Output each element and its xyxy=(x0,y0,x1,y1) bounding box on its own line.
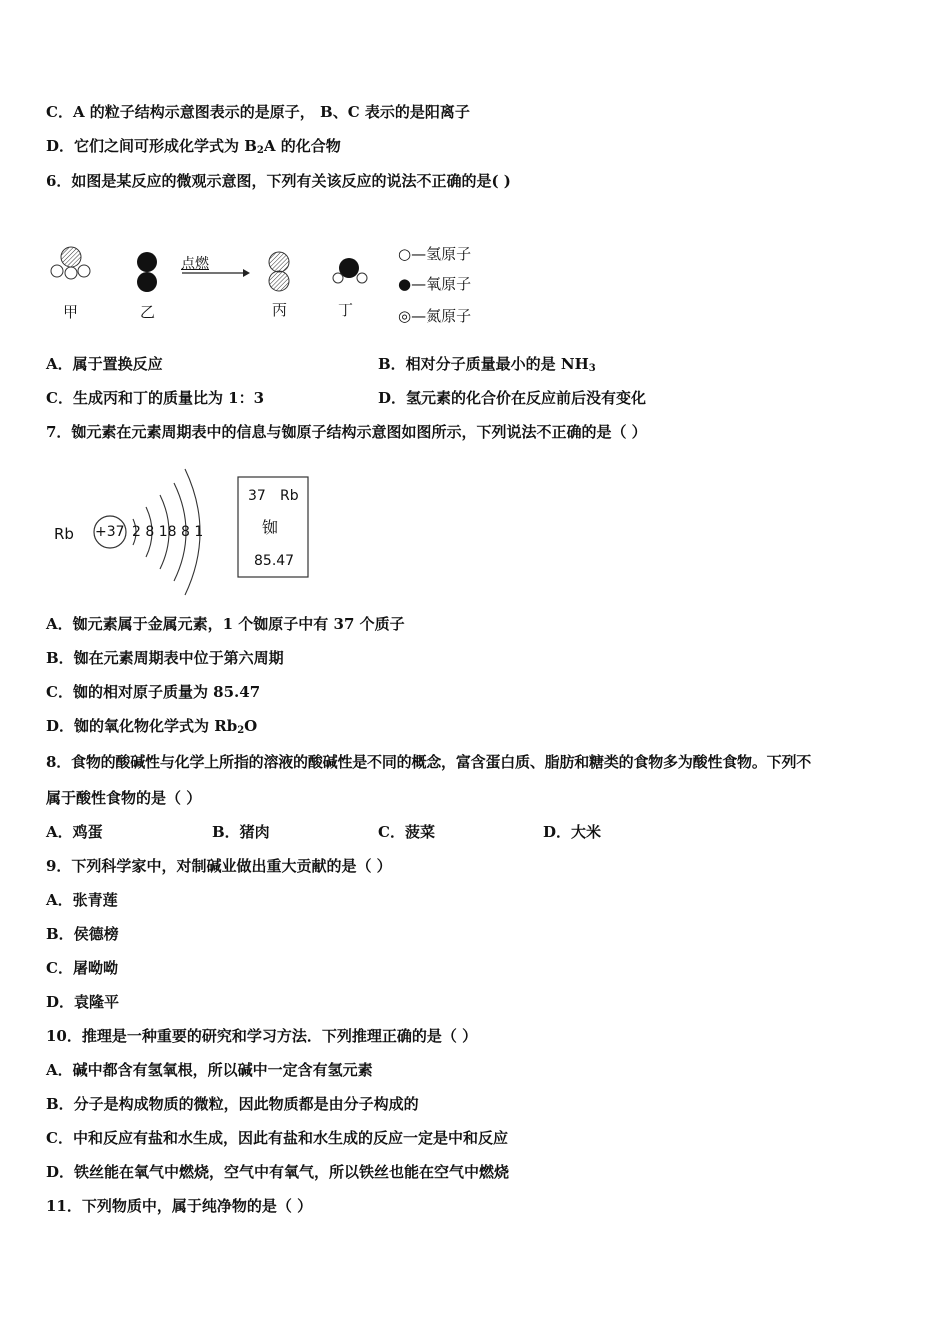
q10-option-b: B．分子是构成物质的微粒，因此物质都是由分子构成的 xyxy=(46,1095,419,1113)
shell-electrons: 2 8 18 8 1 xyxy=(132,524,204,540)
q6-stem: 6．如图是某反应的微观示意图，下列有关该反应的说法不正确的是( ) xyxy=(46,172,511,190)
q7-option-a: A．铷元素属于金属元素，1 个铷原子中有 37 个质子 xyxy=(46,615,405,633)
label-yi: 乙 xyxy=(140,303,156,321)
q6-option-b-subscript: 3 xyxy=(588,363,596,374)
q6-option-b-text: B．相对分子质量最小的是 NH xyxy=(378,355,589,373)
cell-element-name: 铷 xyxy=(262,518,279,537)
molecule-ding xyxy=(333,258,367,283)
legend-nitrogen: ◎—氮原子 xyxy=(398,307,472,325)
molecule-jia xyxy=(51,247,90,279)
q7-option-b: B．铷在元素周期表中位于第六周期 xyxy=(46,649,284,667)
q7-option-d-text: D．铷的氧化物化学式为 Rb xyxy=(46,717,238,735)
q8-option-c: C．菠菜 xyxy=(378,823,435,841)
q5-option-d xyxy=(46,136,341,161)
q7-option-d xyxy=(46,716,257,741)
q5-option-d-text-end: A 的化合物 xyxy=(263,137,341,155)
q10-stem: 10．推理是一种重要的研究和学习方法．下列推理正确的是（ ） xyxy=(46,1027,478,1045)
legend-oxygen: ●—氧原子 xyxy=(398,275,472,293)
atom-symbol: Rb xyxy=(54,525,74,543)
q9-option-b: B．侯德榜 xyxy=(46,925,119,943)
label-ding: 丁 xyxy=(338,301,354,319)
q7-option-d-subscript: 2 xyxy=(237,725,245,736)
cell-atomic-number: 37 xyxy=(248,488,266,504)
nucleus-charge: +37 xyxy=(95,524,125,540)
cell-symbol: Rb xyxy=(280,488,299,504)
q8-option-d: D．大米 xyxy=(543,823,602,841)
q8-option-b: B．猪肉 xyxy=(212,823,270,841)
q5-option-d-text: D．它们之间可形成化学式为 B xyxy=(46,137,257,155)
molecule-bing xyxy=(269,252,289,291)
q7-stem: 7．铷元素在元素周期表中的信息与铷原子结构示意图如图所示，下列说法不正确的是（ ） xyxy=(46,423,647,441)
q11-stem: 11．下列物质中，属于纯净物的是（ ） xyxy=(46,1197,313,1215)
legend-hydrogen: ○—氢原子 xyxy=(398,245,472,263)
q9-option-c: C．屠呦呦 xyxy=(46,959,118,977)
q9-option-a: A．张青莲 xyxy=(46,891,118,909)
q6-option-a: A．属于置换反应 xyxy=(46,355,163,373)
q6-option-c: C．生成丙和丁的质量比为 1：3 xyxy=(46,389,265,407)
cell-atomic-mass: 85.47 xyxy=(254,553,295,569)
arrow-label: 点燃 xyxy=(181,256,209,272)
q8-option-a: A．鸡蛋 xyxy=(46,823,103,841)
q8-stem-line1: 8．食物的酸碱性与化学上所指的溶液的酸碱性是不同的概念，富含蛋白质、脂肪和糖类的食物多为酸性食物。下列不 xyxy=(46,753,812,771)
molecule-yi xyxy=(137,252,157,292)
q7-option-d-text-end: O xyxy=(244,717,258,735)
q5-option-d-subscript: 2 xyxy=(256,145,264,156)
q10-option-a: A．碱中都含有氢氧根，所以碱中一定含有氢元素 xyxy=(46,1061,373,1079)
q9-option-d: D．袁隆平 xyxy=(46,993,120,1011)
q6-option-b xyxy=(378,354,596,379)
label-bing: 丙 xyxy=(272,301,288,319)
q10-option-c: C．中和反应有盐和水生成，因此有盐和水生成的反应一定是中和反应 xyxy=(46,1129,508,1147)
q5-option-c: C．A 的粒子结构示意图表示的是原子， B、C 表示的是阳离子 xyxy=(46,103,470,121)
label-jia: 甲 xyxy=(63,303,79,321)
q8-stem-line2: 属于酸性食物的是（ ） xyxy=(46,789,202,807)
q7-option-c: C．铷的相对原子质量为 85.47 xyxy=(46,683,261,701)
q10-option-d: D．铁丝能在氧气中燃烧，空气中有氧气，所以铁丝也能在空气中燃烧 xyxy=(46,1163,510,1181)
q9-stem: 9．下列科学家中，对制碱业做出重大贡献的是（ ） xyxy=(46,857,392,875)
q6-option-d: D．氢元素的化合价在反应前后没有变化 xyxy=(378,389,647,407)
